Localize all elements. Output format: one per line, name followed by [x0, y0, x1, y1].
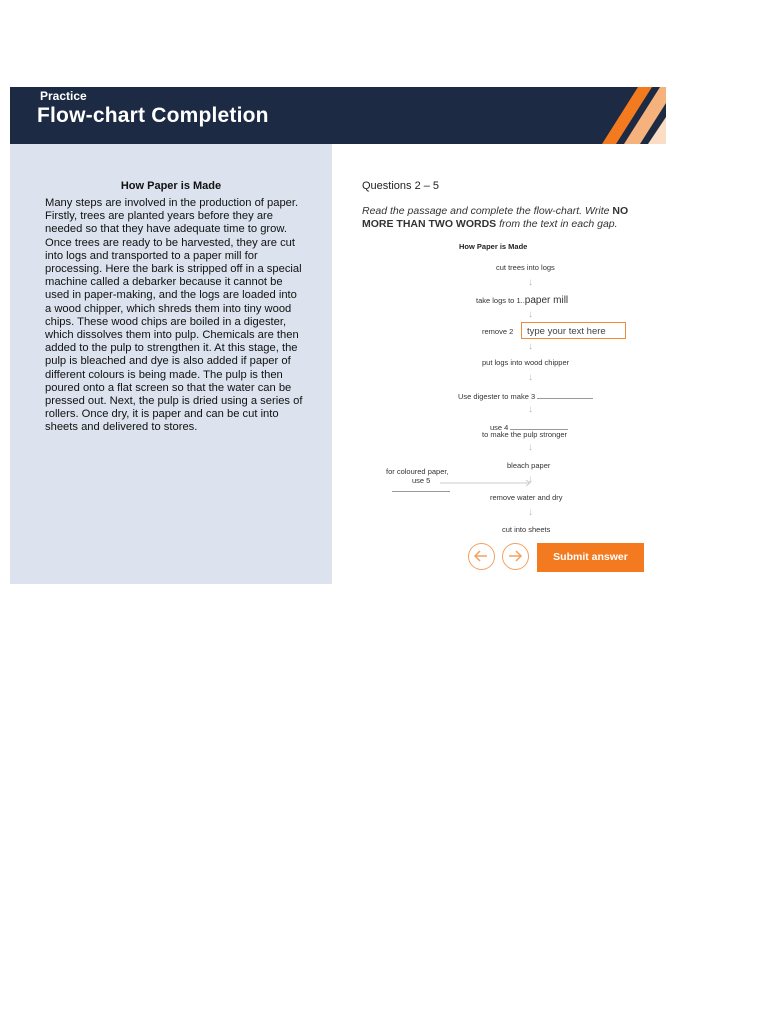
header-kicker: Practice: [40, 89, 87, 103]
passage-text: Many steps are involved in the production of paper. Firstly, trees are planted years before they are needed so that they have adequate time to grow. Once trees are ready to be harvested, they are cut into logs and transported to a paper mill for processing. Here the bark is stripped off in a special machine called a debarker because it cannot be used in paper-making, and the logs are loaded into a wood chipper, which shreds them into tiny wood chips. These wood chips are boiled in a digester, which dissolves them into pulp. Chemicals are then added to the pulp to strengthen it. At this stage, the pulp is bleached and dye is also added if paper of different colours is being made. The pulp is then poured onto a flat screen so that the water can be pressed out. Next, the pulp is dried using a series of rollers. Once dry, it is paper and can be cut into sheets and delivered to stores.: [45, 197, 303, 434]
step-use-4-label: use 4: [490, 423, 509, 432]
arrow-right-icon: [503, 544, 527, 568]
flow-arrow-icon: ↓: [528, 341, 533, 352]
flowchart-step-remove: remove 2: [482, 327, 514, 336]
question-range: Questions 2 – 5: [362, 180, 440, 192]
arrow-left-icon: [469, 544, 493, 568]
flowchart-step-wood-chipper: put logs into wood chipper: [482, 358, 570, 367]
answer-3-blank[interactable]: [537, 390, 593, 399]
flow-arrow-icon: ↓: [528, 372, 533, 383]
answer-1-value: paper mill: [524, 295, 569, 306]
side-arrow-icon: [440, 474, 536, 489]
questions-panel: [332, 144, 666, 584]
flowchart-step-cut-trees: cut trees into logs: [496, 263, 555, 272]
submit-answer-button[interactable]: Submit answer: [537, 543, 644, 572]
flowchart-title: How Paper is Made: [459, 242, 528, 251]
flowchart-step-remove-water: remove water and dry: [490, 493, 563, 502]
flowchart-step-bleach: bleach paper: [507, 461, 551, 470]
instructions: [362, 205, 662, 231]
header-stripes-decoration: [556, 87, 666, 144]
next-button[interactable]: [502, 543, 529, 570]
page-title: Flow-chart Completion: [37, 104, 269, 127]
flow-arrow-icon: ↓: [528, 474, 533, 485]
instructions-emphasis: NO MORE THAN TWO WORDS: [362, 205, 629, 230]
reading-passage-panel: [10, 144, 332, 584]
answer-4-blank[interactable]: [510, 421, 568, 430]
answer-2-input[interactable]: type your text here: [521, 322, 626, 339]
flow-arrow-icon: ↓: [528, 442, 533, 453]
flowchart-step-cut-sheets: cut into sheets: [502, 525, 551, 534]
flow-arrow-icon: ↓: [528, 309, 533, 320]
flow-arrow-icon: ↓: [528, 404, 533, 415]
flowchart-side-coloured-paper: for coloured paper,: [386, 467, 449, 476]
flowchart-step-digester: [458, 390, 593, 401]
gap-1-dots: ..: [520, 296, 525, 305]
flow-arrow-icon: ↓: [528, 277, 533, 288]
flowchart-step-strengthen: to make the pulp stronger: [482, 430, 568, 439]
flowchart-step-take-logs: [476, 295, 568, 306]
passage-title: How Paper is Made: [120, 180, 222, 192]
answer-5-blank[interactable]: [392, 491, 450, 492]
flowchart-side-use-5: use 5: [412, 476, 431, 485]
instructions-part-1: Read the passage and complete the flow-chart. Write: [362, 205, 613, 217]
step-digester-label: Use digester to make 3: [458, 392, 536, 401]
instructions-part-2: from the text in each gap.: [496, 218, 618, 230]
page-header: [10, 87, 666, 144]
previous-button[interactable]: [468, 543, 495, 570]
step-take-logs-label: take logs to 1: [476, 296, 521, 305]
flow-arrow-icon: ↓: [528, 507, 533, 518]
